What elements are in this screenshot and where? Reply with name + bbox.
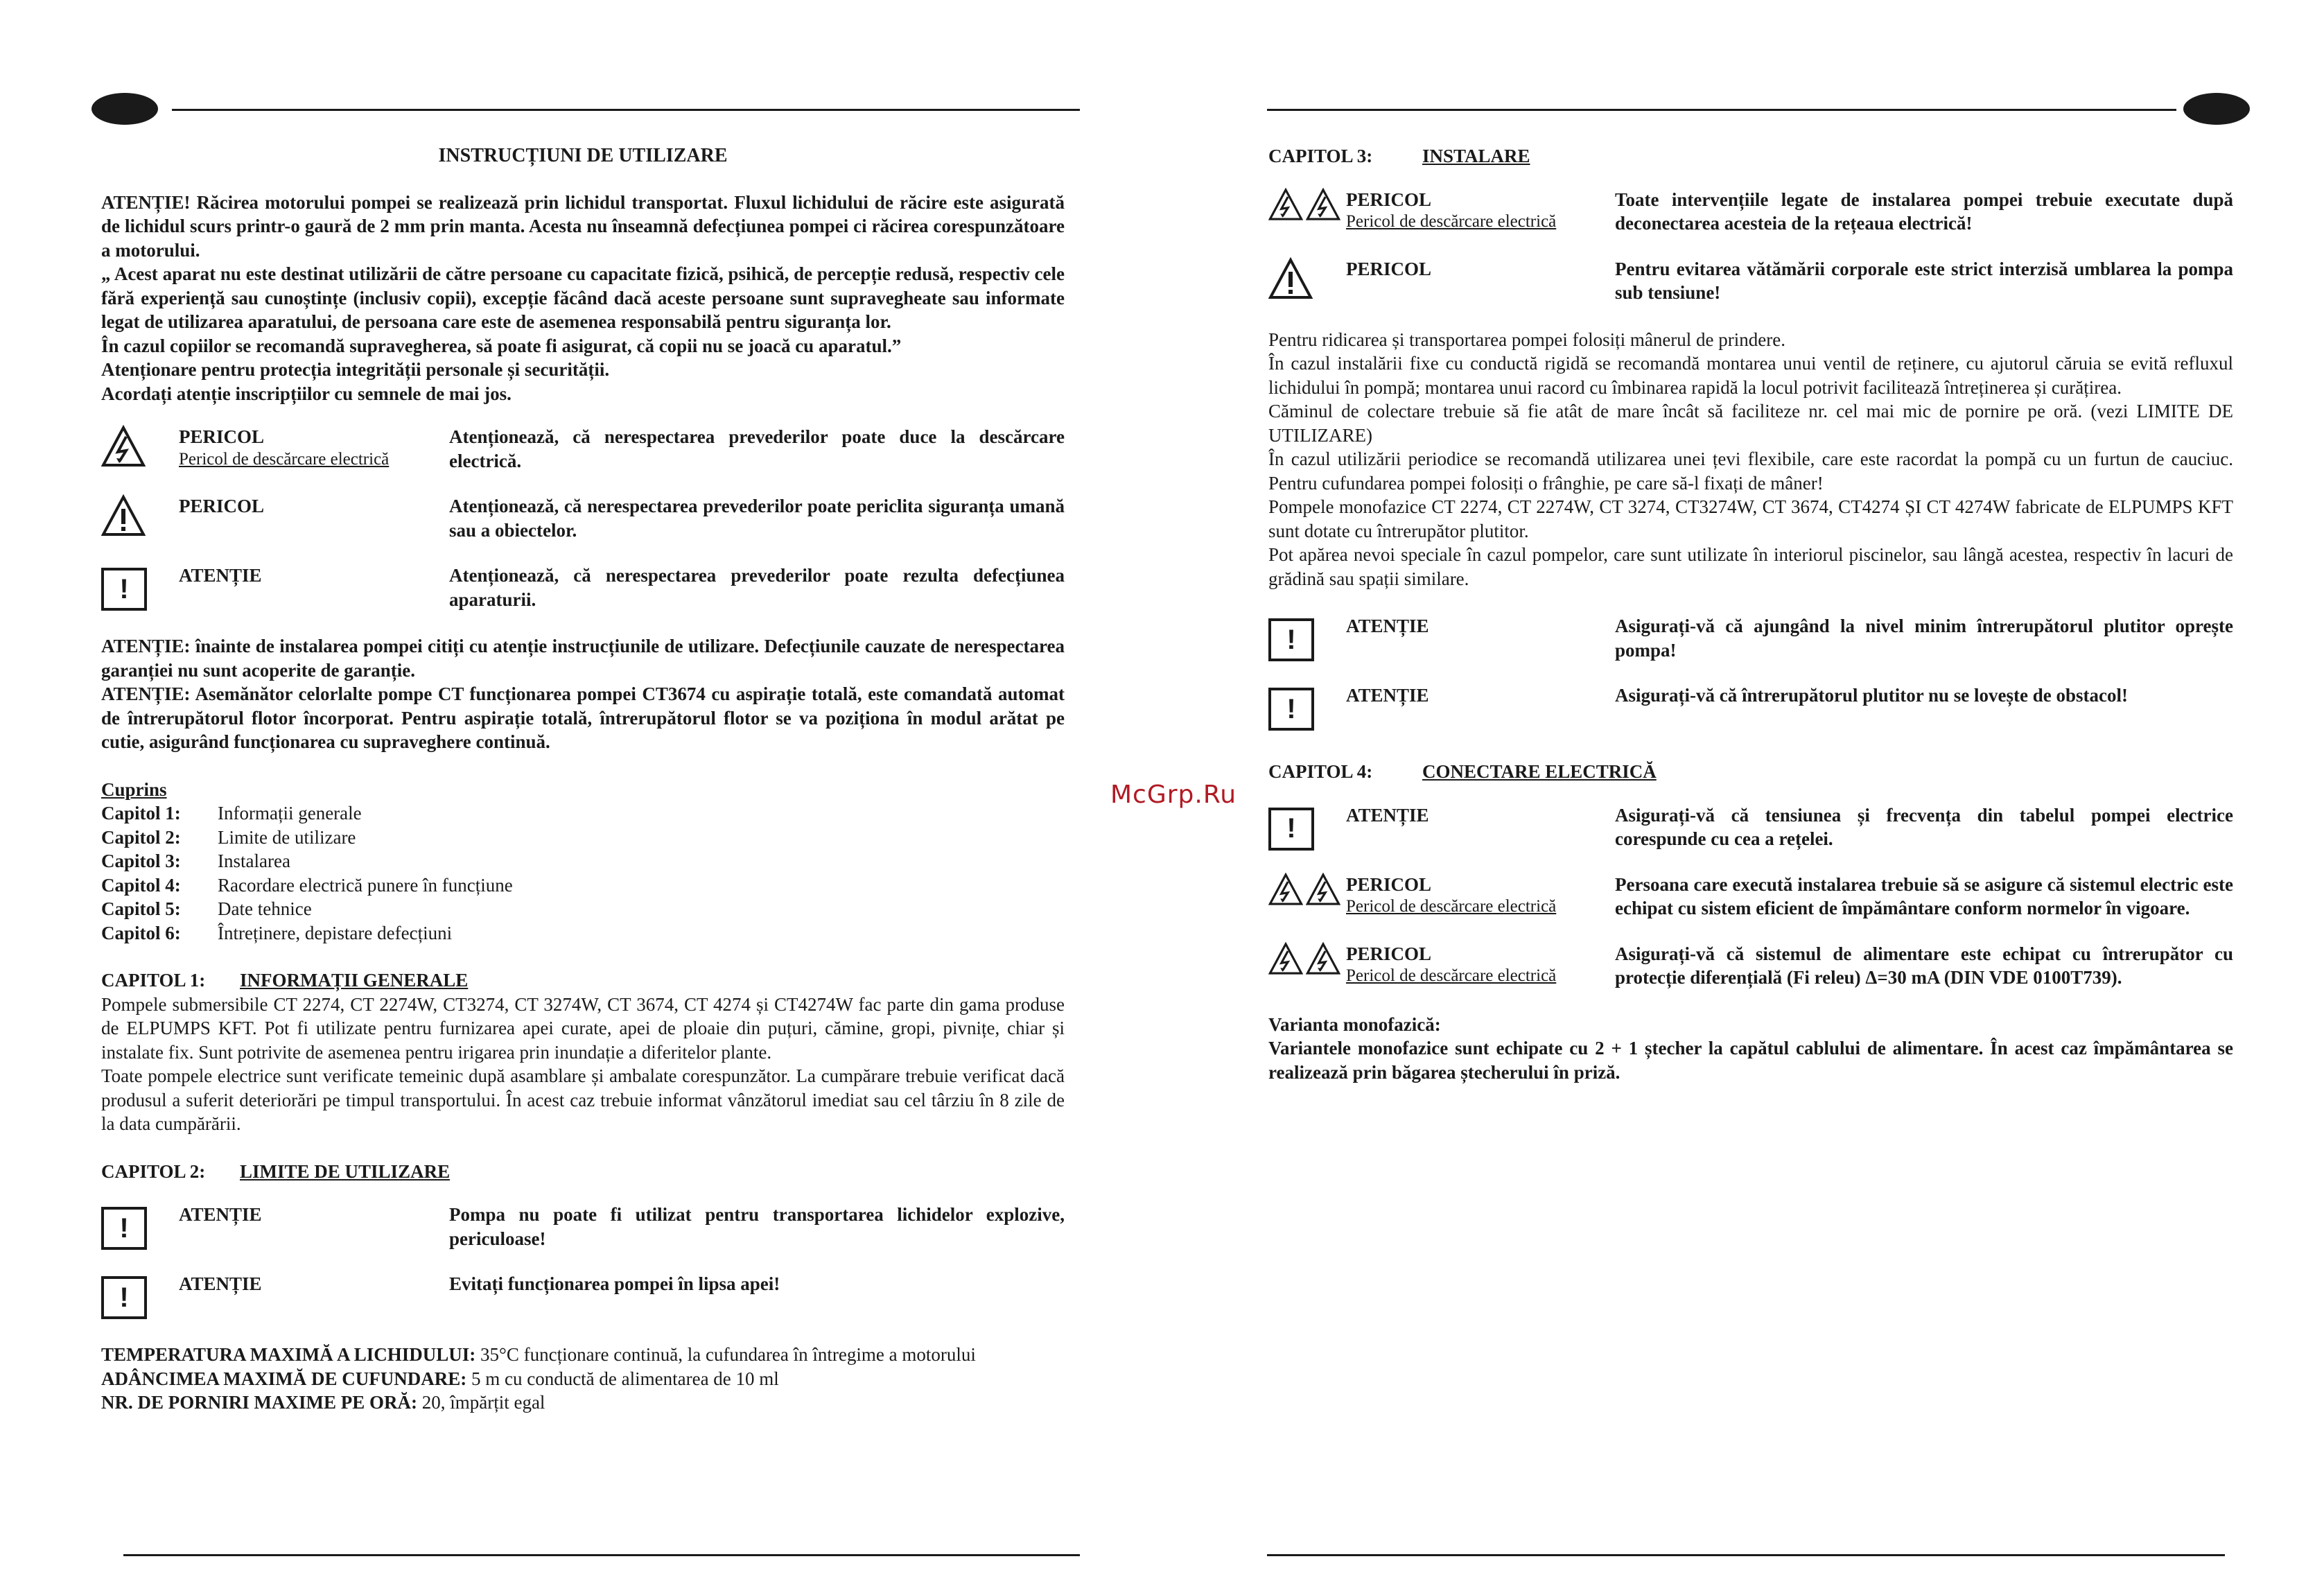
table-of-contents — [101, 778, 1065, 946]
warning-text: Evitați funcționarea pompei în lipsa apei! — [449, 1273, 780, 1294]
toc-chapter: Capitol 6: — [101, 922, 181, 943]
notes-block — [101, 634, 1065, 754]
warning-electric — [1268, 188, 2233, 236]
limits-block — [101, 1343, 1065, 1415]
toc-title: Întreținere, depistare defecțiuni — [218, 922, 453, 943]
toc-item — [101, 826, 1065, 850]
warning-attention — [101, 564, 1065, 612]
left-page — [0, 0, 1109, 1577]
exclamation-box-icon: ! — [1268, 808, 1314, 851]
warning-triangle-icon — [1268, 257, 1313, 300]
page-marker — [2183, 93, 2250, 125]
exclamation-box-icon: ! — [1268, 688, 1314, 731]
electric-hazard-icon — [1268, 873, 1303, 906]
doc-title: INSTRUCȚIUNI DE UTILIZARE — [438, 145, 728, 166]
toc-chapter: Capitol 3: — [101, 851, 181, 871]
warning-danger — [101, 494, 1065, 543]
single-phase-block — [1268, 1013, 2233, 1085]
install-para: În cazul utilizării periodice se recomandă utilizarea unei țevi flexibile, care este racordat la pompă cu un furtun de cauciuc. Pentru cufundarea pompei folosiți o frânghie, pe care să-l fixați de mâner! — [1268, 448, 2233, 494]
limit-depth: ADÂNCIMEA MAXIMĂ DE CUFUNDARE: 5 m cu conductă de alimentarea de 10 ml — [101, 1368, 779, 1389]
toc-title: Instalarea — [218, 851, 290, 871]
chapter-1-para-1: Pompele submersibile CT 2274, CT 2274W, CT3274, CT 3274W, CT 3674, CT 4274 și CT4274W fac parte din gama produse de ELPUMPS KFT. Pot fi utilizate pentru furnizarea apei curate, apei de ploaie din puțuri, cămine, gropi, pivnițe, chiar și instalate fix. Sunt potrivite de asemenea pentru irigarea prin inundație a diferitelor plante. — [101, 993, 1065, 1063]
warning-label: ATENȚIE — [1346, 685, 1429, 706]
page-marker — [91, 93, 158, 125]
toc-item — [101, 849, 1065, 873]
warning-attention — [1268, 803, 2233, 852]
limit-starts: NR. DE PORNIRI MAXIME PE ORĂ: 20, împărțit egal — [101, 1392, 545, 1413]
electric-hazard-icon — [1306, 873, 1340, 906]
install-para: Pentru ridicarea și transportarea pompei folosiți mânerul de prindere. — [1268, 329, 1785, 350]
intro-disclaimer: „ Acest aparat nu este destinat utilizării de către persoane cu capacitate fizică, psihică, de percepție redusă, respectiv cele fără experiență sau cunoștințe (inclusiv copii), excepție făcând dacă aceste persoane sunt supravegheate sau informate legat de utilizarea aparatului, de persoana care este de asemenea responsabilă pentru siguranța lor. — [101, 263, 1065, 332]
install-paragraphs — [1268, 328, 2233, 591]
warning-danger — [1268, 257, 2233, 306]
intro-safety: Atenționare pentru protecția integrității personale și securității. — [101, 359, 610, 380]
warning-text: Asigurați-vă că tensiunea și frecvența din tabelul pompei electrice corespunde cu cea a rețelei. — [1615, 804, 2233, 849]
intro-signs: Acordați atenție inscripțiilor cu semnele de mai jos. — [101, 383, 512, 404]
electric-hazard-icon — [101, 425, 146, 468]
warning-text: Toate intervențiile legate de instalarea pompei trebuie executate după deconectarea acesteia de la rețeaua electrică! — [1615, 189, 2233, 234]
warning-label: PERICOL — [1346, 873, 1432, 895]
warning-triangle-icon — [101, 494, 146, 537]
warning-text: Asigurați-vă că întrerupătorul plutitor nu se lovește de obstacol! — [1615, 685, 2128, 706]
warning-label: PERICOL — [179, 426, 265, 447]
warning-label: PERICOL — [1346, 258, 1432, 279]
warning-attention — [1268, 614, 2233, 663]
watermark: McGrp.Ru — [1110, 781, 1237, 809]
intro-cooling: ATENȚIE! Răcirea motorului pompei se realizează prin lichidul transportat. Fluxul lichidului de răcire este asigurată de lichidul scurs printr-o gaură de 2 mm prin manta. Acesta nu înseamnă defecțiunea pompei ci răcirea corespunzătoare a motorului. — [101, 191, 1065, 261]
warning-text: Pentru evitarea vătămării corporale este strict interzisă umblarea la pompa sub tensiune! — [1615, 258, 2233, 303]
warning-sublabel: Pericol de descărcare electrică — [1346, 897, 1557, 916]
exclamation-box-icon: ! — [101, 1276, 147, 1319]
warning-label: ATENȚIE — [1346, 804, 1429, 826]
install-para: În cazul instalării fixe cu conductă rigidă se recomandă montarea unui ventil de reținere, cu ajutorul căruia se evită refluxul lichidului în pompă; montarea unui racord cu îmbinarea rapidă la locul potrivit facilitează întreținerea și curățirea. — [1268, 353, 2233, 398]
warning-label: ATENȚIE — [179, 1273, 262, 1294]
left-column — [101, 144, 1065, 1415]
toc-chapter: Capitol 4: — [101, 874, 181, 896]
toc-chapter: Capitol 5: — [101, 898, 181, 919]
electric-hazard-icon — [1268, 188, 1303, 221]
toc-title: Racordare electrică punere în funcțiune — [218, 874, 513, 896]
limit-temperature: TEMPERATURA MAXIMĂ A LICHIDULUI: 35°C funcționare continuă, la cufundarea în întregime a motorului — [101, 1344, 976, 1365]
toc-chapter: Capitol 2: — [101, 826, 181, 848]
toc-item — [101, 897, 1065, 921]
warning-label: PERICOL — [1346, 943, 1432, 964]
warning-electric — [1268, 942, 2233, 991]
toc-item — [101, 921, 1065, 946]
single-phase-text: Variantele monofazice sunt echipate cu 2 + 1 ștecher la capătul cablului de alimentare. În acest caz împământarea se realizează prin băgarea ștecherului în priză. — [1268, 1038, 2233, 1083]
note-install: ATENȚIE: înainte de instalarea pompei citiți cu atenție instrucțiunile de utilizare. Defecțiunile cauzate de nerespectarea garanției nu sunt acoperite de garanție. — [101, 636, 1065, 681]
chapter-2-heading: CAPITOL 2: LIMITE DE UTILIZARE — [101, 1160, 451, 1182]
warning-text: Atenționează, că nerespectarea prevederilor poate rezulta defecțiunea aparaturii. — [449, 565, 1065, 610]
right-page — [1248, 0, 2324, 1577]
warning-text: Atenționează, că nerespectarea prevederilor poate duce la descărcare electrică. — [449, 426, 1065, 471]
warning-text: Pompa nu poate fi utilizat pentru transportarea lichidelor explozive, periculoase! — [449, 1204, 1065, 1249]
toc-title: Limite de utilizare — [218, 826, 356, 848]
exclamation-box-icon: ! — [1268, 618, 1314, 661]
chapter-1-para-2: Toate pompele electrice sunt verificate temeinic după asamblare și ambalate corespunzător. La cumpărare trebuie verificat dacă produsul a suferit deteriorări pe timpul transportului. În acest caz trebuie informat vânzătorul imediat sau cel târziu în 8 zile de la data cumpărării. — [101, 1065, 1065, 1134]
warning-sublabel: Pericol de descărcare electrică — [1346, 212, 1557, 231]
exclamation-box-icon: ! — [101, 568, 147, 611]
warning-label: PERICOL — [179, 496, 265, 516]
toc-item — [101, 873, 1065, 898]
chapter-3-heading: CAPITOL 3: INSTALARE — [1268, 146, 1530, 166]
toc-chapter: Capitol 1: — [101, 803, 181, 824]
warning-text: Asigurați-vă că ajungând la nivel minim întrerupătorul plutitor oprește pompa! — [1615, 616, 2233, 661]
warning-sublabel: Pericol de descărcare electrică — [179, 449, 390, 469]
warning-label: PERICOL — [1346, 189, 1432, 210]
electric-hazard-icon — [1306, 188, 1340, 221]
warning-label: ATENȚIE — [1346, 616, 1429, 636]
single-phase-heading: Varianta monofazică: — [1268, 1013, 1441, 1035]
intro-children: În cazul copiilor se recomandă supravegherea, să poate fi asigurat, că copii nu se joacă cu aparatul.” — [101, 335, 902, 356]
chapter-4-heading: CAPITOL 4: CONECTARE ELECTRICĂ — [1268, 761, 1657, 782]
install-para: Căminul de colectare trebuie să fie atât de mare încât să faciliteze nr. cel mai mic de pornire pe oră. (vezi LIMITE DE UTILIZARE) — [1268, 401, 2233, 446]
install-para: Pompele monofazice CT 2274, CT 2274W, CT 3274, CT3274W, CT 3674, CT4274 ȘI CT 4274W fabricate de ELPUMPS KFT sunt dotate cu întrerupător plutitor. — [1268, 496, 2233, 541]
warning-attention — [101, 1272, 1065, 1321]
right-column — [1268, 144, 2233, 1084]
warning-text: Asigurați-vă că sistemul de alimentare este echipat cu întrerupător cu protecție diferențială (Fi releu) Δ=30 mA (DIN VDE 0100T739). — [1615, 943, 2233, 988]
warning-electric — [1268, 873, 2233, 921]
intro-block — [101, 191, 1065, 406]
warning-attention — [1268, 683, 2233, 732]
toc-title: Informații generale — [218, 803, 362, 824]
electric-hazard-icon — [1306, 942, 1340, 975]
top-rule — [1267, 109, 2176, 111]
warning-sublabel: Pericol de descărcare electrică — [1346, 966, 1557, 985]
toc-item — [101, 801, 1065, 826]
exclamation-box-icon: ! — [101, 1207, 147, 1250]
top-rule — [172, 109, 1080, 111]
install-para: Pot apărea nevoi speciale în cazul pompelor, care sunt utilizate în interiorul piscinelor, sau lângă acestea, respectiv în lacuri de grădină sau spații similare. — [1268, 544, 2233, 589]
warning-text: Persoana care execută instalarea trebuie să se asigure că sistemul electric este echipat cu sistem eficient de împământare conform normelor în vigoare. — [1615, 873, 2233, 918]
toc-title: Date tehnice — [218, 898, 312, 919]
warning-attention — [101, 1203, 1065, 1251]
warning-label: ATENȚIE — [179, 1204, 262, 1225]
bottom-rule — [123, 1554, 1080, 1556]
electric-hazard-icon — [1268, 942, 1303, 975]
toc-heading: Cuprins — [101, 778, 167, 800]
warning-electric — [101, 425, 1065, 473]
warning-label: ATENȚIE — [179, 565, 262, 586]
warning-text: Atenționează, că nerespectarea prevederilor poate periclita siguranța umană sau a obiectelor. — [449, 496, 1065, 541]
chapter-1-heading: CAPITOL 1: INFORMAȚII GENERALE — [101, 970, 469, 991]
bottom-rule — [1267, 1554, 2225, 1556]
note-ct3674: ATENȚIE: Asemănător celorlalte pompe CT funcționarea pompei CT3674 cu aspirație totală, este comandată automat de întrerupătorul flotor încorporat. Pentru aspirație totală, întrerupătorul flotor se va poziționa în modul arătat pe cutie, asigurând funcționarea cu supraveghere continuă. — [101, 683, 1065, 752]
